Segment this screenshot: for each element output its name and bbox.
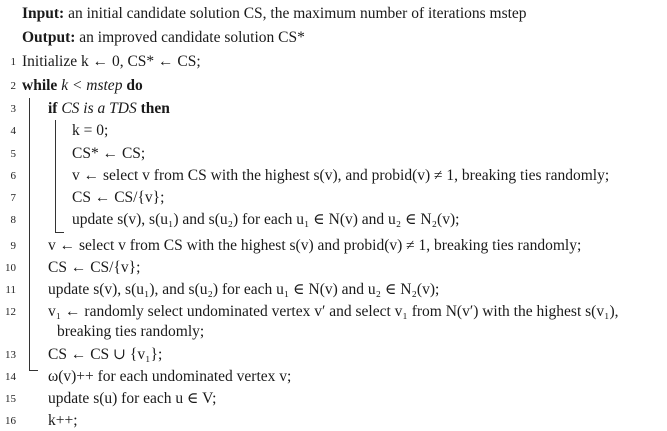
algo-line-12-continued: breaking ties randomly;	[57, 323, 205, 340]
line-number: 6	[10, 170, 16, 182]
line-number: 11	[5, 284, 16, 296]
line-number: 1	[10, 56, 16, 68]
line-number: 14	[5, 371, 16, 383]
line-number: 9	[10, 240, 16, 252]
keyword-if: if	[48, 100, 58, 117]
input-line	[22, 4, 527, 24]
line-number: 5	[10, 148, 16, 160]
line-number: 15	[5, 393, 16, 405]
line-number: 10	[5, 262, 16, 274]
algo-line-16: k++;	[48, 412, 78, 429]
algo-line-10: CS ← CS/{v};	[48, 259, 141, 276]
algo-line-2	[22, 76, 143, 96]
line-number: 13	[5, 349, 16, 361]
algo-line-12: v₁ ← randomly select undominated vertex v′ and select v₁ from N(v′) with the highest s(v₁),	[48, 303, 619, 320]
algo-line-7: CS ← CS/{v};	[72, 189, 165, 206]
while-block-bar	[29, 98, 38, 371]
algo-line-5: CS* ← CS;	[72, 145, 146, 162]
keyword-while: while	[22, 77, 58, 94]
condition: CS is a TDS	[61, 100, 137, 117]
line-number: 4	[10, 125, 16, 137]
condition: k < mstep	[61, 77, 123, 94]
if-block-bar	[55, 120, 64, 233]
keyword-do: do	[126, 77, 143, 94]
output-label: Output:	[22, 29, 76, 46]
keyword-then: then	[140, 100, 170, 117]
output-text: an improved candidate solution CS*	[79, 29, 305, 46]
line-number: 2	[10, 80, 16, 92]
input-label: Input:	[22, 5, 65, 22]
output-line	[22, 28, 305, 48]
algo-line-3	[48, 99, 170, 119]
line-number: 16	[5, 415, 16, 427]
algo-line-1: Initialize k ← 0, CS* ← CS;	[22, 53, 201, 70]
algo-line-9: v ← select v from CS with the highest s(v) and probid(v) ≠ 1, breaking ties randomly;	[48, 237, 582, 254]
input-text: an initial candidate solution CS, the maximum number of iterations mstep	[68, 5, 527, 22]
line-number: 7	[10, 192, 16, 204]
algo-line-14: ω(v)++ for each undominated vertex v;	[48, 368, 292, 385]
algo-line-8: update s(v), s(u₁) and s(u₂) for each u₁ ∈ N(v) and u₂ ∈ N₂(v);	[72, 211, 460, 228]
algo-line-13: CS ← CS ∪ {v₁};	[48, 346, 163, 363]
algo-line-11: update s(v), s(u₁), and s(u₂) for each u₁ ∈ N(v) and u₂ ∈ N₂(v);	[48, 281, 440, 298]
line-number: 12	[5, 306, 16, 318]
line-number: 8	[10, 214, 16, 226]
algo-line-4: k = 0;	[72, 122, 109, 139]
algo-line-6: v ← select v from CS with the highest s(v), and probid(v) ≠ 1, breaking ties randomly;	[72, 167, 610, 184]
line-number: 3	[10, 103, 16, 115]
algo-line-15: update s(u) for each u ∈ V;	[48, 390, 217, 407]
